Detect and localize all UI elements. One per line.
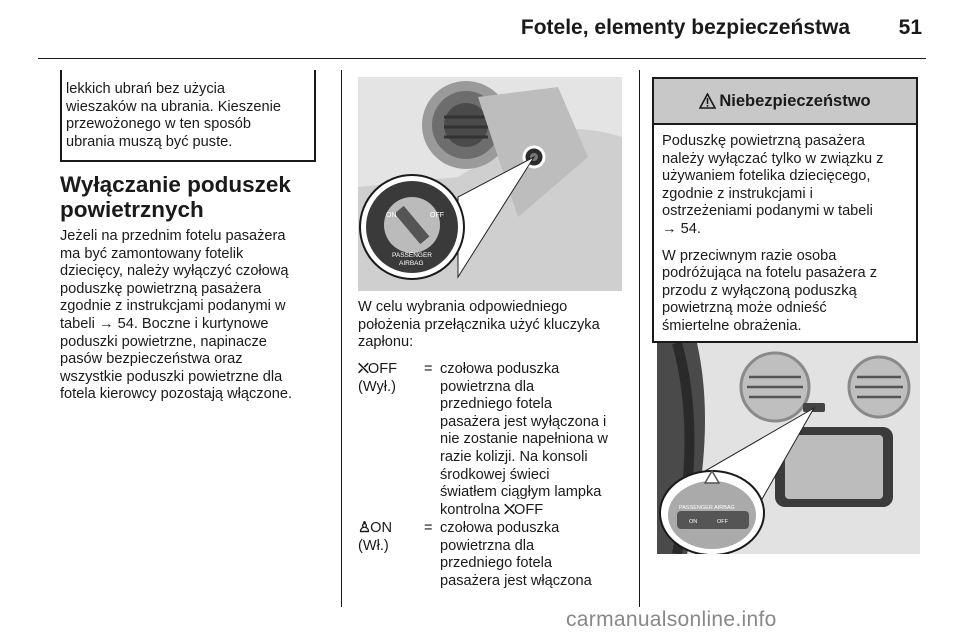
term-on-label: ON [370, 520, 392, 536]
equals-sign: = [424, 520, 433, 536]
instruction-line: W celu wybrania odpowiedniego [358, 299, 568, 315]
desc-line: razie kolizji. Na konsoli [440, 448, 588, 465]
danger-header [654, 79, 916, 125]
heading-line: powietrznych [60, 197, 204, 222]
console-airbag-label: PASSENGER AIRBAG [679, 505, 735, 511]
console-illustration [657, 343, 920, 554]
instruction-line: zapłonu: [358, 334, 414, 351]
term-off [358, 361, 420, 396]
dashboard-console-photo [657, 343, 920, 554]
paragraph-line: zgodnie z instrukcjami podanymi w [60, 298, 286, 315]
term-on [358, 520, 420, 555]
note-line: ubrania muszą być puste. [66, 133, 233, 150]
airbag-on-icon: ♙ [358, 520, 371, 536]
header-rule [38, 58, 926, 59]
paragraph-line: wszystkie poduszki powietrzne dla [60, 368, 283, 385]
danger-line: → 54. [662, 220, 701, 237]
paragraph-line: tabeli → 54. Boczne i kurtynowe [60, 315, 269, 332]
intro-paragraph [60, 228, 292, 404]
desc-line: czołowa poduszka [440, 520, 560, 536]
section-heading [60, 172, 291, 222]
paragraph-line: fotela kierowcy pozostają włączone. [60, 386, 292, 403]
column-divider-2 [639, 70, 640, 607]
danger-line: śmiertelne obrażenia. [662, 317, 802, 334]
desc-line: powietrzna dla [440, 537, 535, 554]
paragraph-line: ma być zamontowany fotelik [60, 245, 244, 262]
heading-line: Wyłączanie poduszek [60, 172, 291, 197]
note-line: przewożonego w ten sposób [66, 116, 251, 133]
watermark: carmanualsonline.info [566, 608, 777, 631]
column-divider-1 [341, 70, 342, 607]
paragraph-line: poduszki powietrzne, napinacze [60, 333, 267, 350]
danger-body [654, 125, 916, 336]
desc-line: pasażera jest włączona [440, 572, 592, 589]
desc-on [440, 520, 592, 590]
note-line: lekkich ubrań bez użycia [66, 81, 225, 97]
page-header-title: Fotele, elementy bezpieczeństwa [520, 16, 850, 39]
danger-line: podróżująca na fotelu pasażera z [662, 265, 877, 282]
desc-line: przedniego fotela [440, 396, 552, 413]
desc-off [440, 361, 608, 519]
desc-line: powietrzna dla [440, 378, 535, 395]
desc-line: przedniego fotela [440, 555, 552, 572]
instruction-line: położenia przełącznika użyć kluczyka [358, 316, 600, 333]
term-off-label: OFF [367, 361, 398, 377]
airbag-off-icon: ⛌ [504, 501, 514, 518]
desc-line: nie zostanie napełniona w [440, 431, 608, 448]
paragraph-line: Jeżeli na przednim fotelu pasażera [60, 228, 286, 244]
danger-line: W przeciwnym razie osoba [662, 247, 837, 264]
desc-line: czołowa poduszka [440, 361, 560, 377]
desc-line: pasażera jest wyłączona i [440, 413, 607, 430]
console-on-label: ON [689, 519, 698, 525]
page-number: 51 [898, 16, 922, 39]
key-instruction [358, 299, 600, 352]
paragraph-line: dziecięcy, należy wyłączyć czołową [60, 263, 289, 280]
danger-warning-box [652, 77, 918, 343]
airbag-switch-illustration [358, 77, 622, 291]
switch-airbag-label: AIRBAG [399, 260, 424, 267]
switch-off-label: OFF [430, 212, 444, 219]
danger-line: należy wyłączać tylko w związku z [662, 150, 884, 167]
switch-passenger-label: PASSENGER [392, 252, 432, 259]
danger-title: Niebezpieczeństwo [719, 91, 871, 110]
desc-line: środkowej świeci [440, 466, 550, 483]
airbag-off-icon: ⛌ [358, 361, 368, 377]
paragraph-line: pasów bezpieczeństwa oraz [60, 351, 243, 368]
danger-line: zgodnie z instrukcjami i [662, 185, 813, 202]
airbag-switch-photo [358, 77, 622, 291]
desc-line: kontrolna [440, 501, 501, 518]
danger-line: używaniem fotelika dziecięcego, [662, 168, 871, 185]
warning-triangle-icon [699, 93, 716, 109]
continued-note-box [60, 70, 316, 162]
danger-line: przodu z wyłączoną poduszką [662, 282, 857, 299]
equals-sign: = [424, 361, 433, 377]
console-off-label: OFF [717, 519, 728, 525]
desc-tail: OFF [513, 501, 544, 518]
desc-line: światłem ciągłym lampka [440, 484, 602, 501]
term-off-translation: (Wył.) [358, 378, 396, 395]
switch-on-label: ON [386, 212, 397, 219]
note-line: wieszaków na ubrania. Kieszenie [66, 98, 281, 115]
term-on-translation: (Wł.) [358, 537, 389, 554]
paragraph-line: poduszkę powietrzną pasażera [60, 280, 262, 297]
danger-line: ostrzeżeniami podanymi w tabeli [662, 203, 873, 220]
danger-line: Poduszkę powietrzną pasażera [662, 133, 865, 149]
danger-line: powietrzną może odnieść [662, 300, 827, 317]
